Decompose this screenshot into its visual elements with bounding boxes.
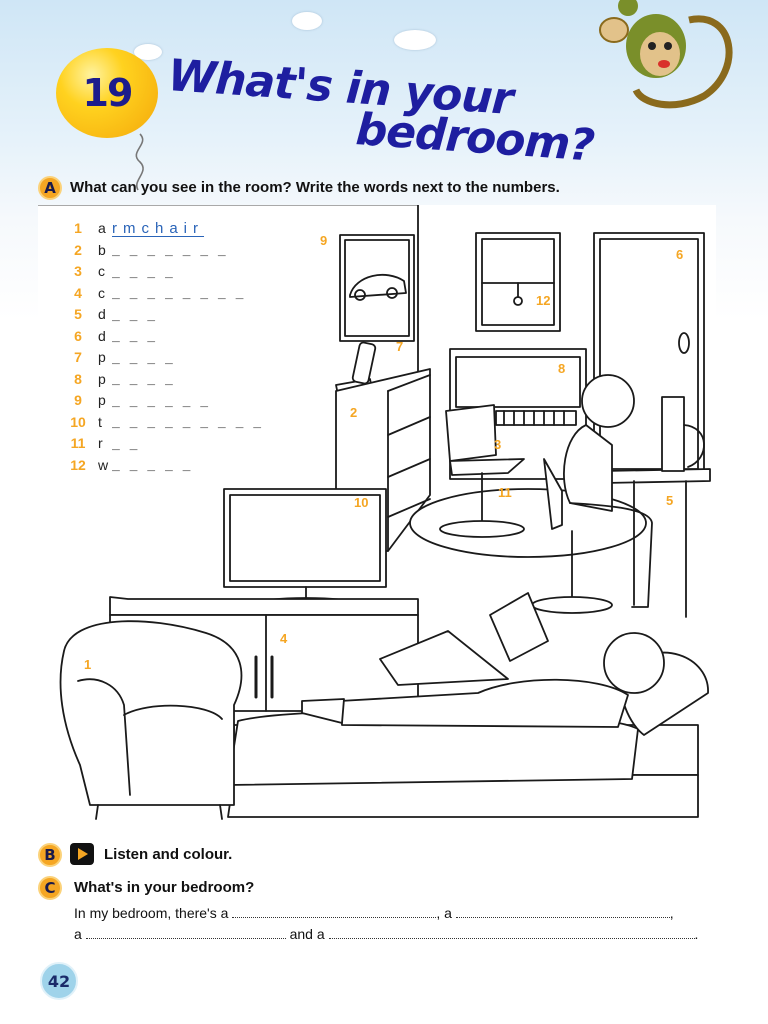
word-blanks[interactable]: _ _ _ _ _ bbox=[112, 457, 192, 472]
word-first-letter: c bbox=[98, 284, 105, 301]
word-number: 9 bbox=[74, 392, 82, 408]
picture-label-2: 2 bbox=[350, 405, 358, 420]
word-number: 7 bbox=[74, 349, 82, 365]
picture-label-8: 8 bbox=[558, 361, 566, 376]
word-list-item bbox=[58, 455, 191, 475]
play-audio-icon[interactable] bbox=[70, 843, 94, 865]
sentence-line-2 bbox=[74, 926, 698, 942]
word-first-letter: p bbox=[98, 349, 106, 365]
answer-blank[interactable] bbox=[232, 906, 436, 918]
picture-label-11: 11 bbox=[498, 485, 512, 500]
page-title-line1: What's in your bbox=[166, 50, 515, 126]
cloud-decoration bbox=[394, 30, 436, 50]
unit-number-balloon bbox=[56, 48, 158, 138]
word-list-item bbox=[58, 218, 204, 238]
word-number: 8 bbox=[74, 370, 82, 387]
sentence-line-2-mid: and a bbox=[289, 926, 325, 942]
word-number: 6 bbox=[74, 327, 82, 344]
picture-label-10: 10 bbox=[354, 495, 369, 510]
sentence-line-2-start: a bbox=[74, 926, 82, 942]
section-c-instruction: What's in your bedroom? bbox=[74, 879, 255, 896]
word-number: 1 bbox=[74, 220, 82, 236]
word-number: 2 bbox=[74, 241, 82, 258]
section-a-badge: A bbox=[38, 176, 62, 200]
word-blanks[interactable]: _ _ _ _ _ _ bbox=[112, 392, 210, 408]
picture-label-7: 7 bbox=[396, 339, 404, 354]
sentence-line-2-end: . bbox=[694, 926, 699, 942]
word-first-letter: b bbox=[98, 241, 106, 258]
unit-number: 19 bbox=[82, 71, 132, 115]
word-first-letter: p bbox=[98, 370, 106, 387]
sentence-line-1 bbox=[74, 905, 674, 921]
section-a-instruction: What can you see in the room? Write the words next to the numbers. bbox=[70, 179, 560, 196]
answer-blank[interactable] bbox=[329, 927, 695, 939]
word-list-item bbox=[58, 326, 156, 346]
word-first-letter: r bbox=[98, 435, 103, 451]
picture-label-1: 1 bbox=[84, 657, 92, 672]
word-number: 3 bbox=[74, 263, 82, 279]
picture-label-6: 6 bbox=[676, 247, 684, 262]
word-first-letter: d bbox=[98, 306, 106, 322]
word-list-item bbox=[58, 347, 174, 367]
word-blanks[interactable]: _ _ _ _ _ _ _ bbox=[112, 242, 227, 257]
answer-blank[interactable] bbox=[456, 906, 670, 918]
word-list-item bbox=[58, 412, 262, 432]
monkey-mascot-icon bbox=[594, 0, 744, 115]
word-first-letter: w bbox=[98, 456, 109, 473]
word-list-item bbox=[58, 433, 138, 453]
word-blanks[interactable]: _ _ _ bbox=[112, 328, 157, 343]
word-number: 4 bbox=[74, 284, 82, 301]
picture-label-5: 5 bbox=[666, 493, 674, 508]
word-first-letter: c bbox=[98, 263, 105, 279]
word-list-item bbox=[58, 261, 174, 281]
word-blanks[interactable]: _ _ _ _ _ _ _ _ bbox=[112, 285, 245, 300]
answer-blank[interactable] bbox=[86, 927, 286, 939]
word-blanks[interactable]: _ _ _ _ bbox=[112, 349, 174, 365]
picture-label-4: 4 bbox=[280, 631, 288, 646]
picture-label-12: 12 bbox=[536, 293, 551, 308]
picture-label-3: 3 bbox=[494, 437, 502, 452]
section-c-badge: C bbox=[38, 876, 62, 900]
word-list-item bbox=[58, 369, 174, 389]
picture-label-9: 9 bbox=[320, 233, 328, 248]
word-number: 12 bbox=[70, 456, 86, 473]
section-b-instruction: Listen and colour. bbox=[104, 846, 233, 863]
word-first-letter: d bbox=[98, 327, 106, 344]
sentence-line-1-mid: , a bbox=[436, 905, 452, 921]
sentence-line-1-start: In my bedroom, there's a bbox=[74, 905, 229, 921]
word-first-letter: p bbox=[98, 392, 106, 408]
sentence-line-1-end: , bbox=[669, 905, 674, 921]
page-number: 42 bbox=[40, 962, 78, 1000]
word-first-letter: t bbox=[98, 413, 102, 430]
word-blanks[interactable]: _ _ _ bbox=[112, 306, 157, 322]
word-number: 10 bbox=[70, 413, 86, 430]
word-list-item bbox=[58, 390, 209, 410]
page-title-line2: bedroom? bbox=[354, 104, 596, 172]
word-number: 11 bbox=[70, 435, 86, 451]
cloud-decoration bbox=[292, 12, 322, 30]
word-number: 5 bbox=[74, 306, 82, 322]
word-blanks[interactable]: _ _ _ _ _ _ _ _ _ bbox=[112, 414, 263, 429]
word-list-item bbox=[58, 304, 156, 324]
word-list-item bbox=[58, 283, 244, 303]
word-blanks[interactable]: _ _ bbox=[112, 435, 139, 451]
word-list-item bbox=[58, 240, 227, 260]
word-first-letter: a bbox=[98, 220, 106, 236]
word-blanks[interactable]: _ _ _ _ bbox=[112, 371, 174, 386]
section-b-badge: B bbox=[38, 843, 62, 867]
word-answer: rmchair bbox=[112, 219, 205, 237]
word-blanks[interactable]: _ _ _ _ bbox=[112, 263, 174, 279]
